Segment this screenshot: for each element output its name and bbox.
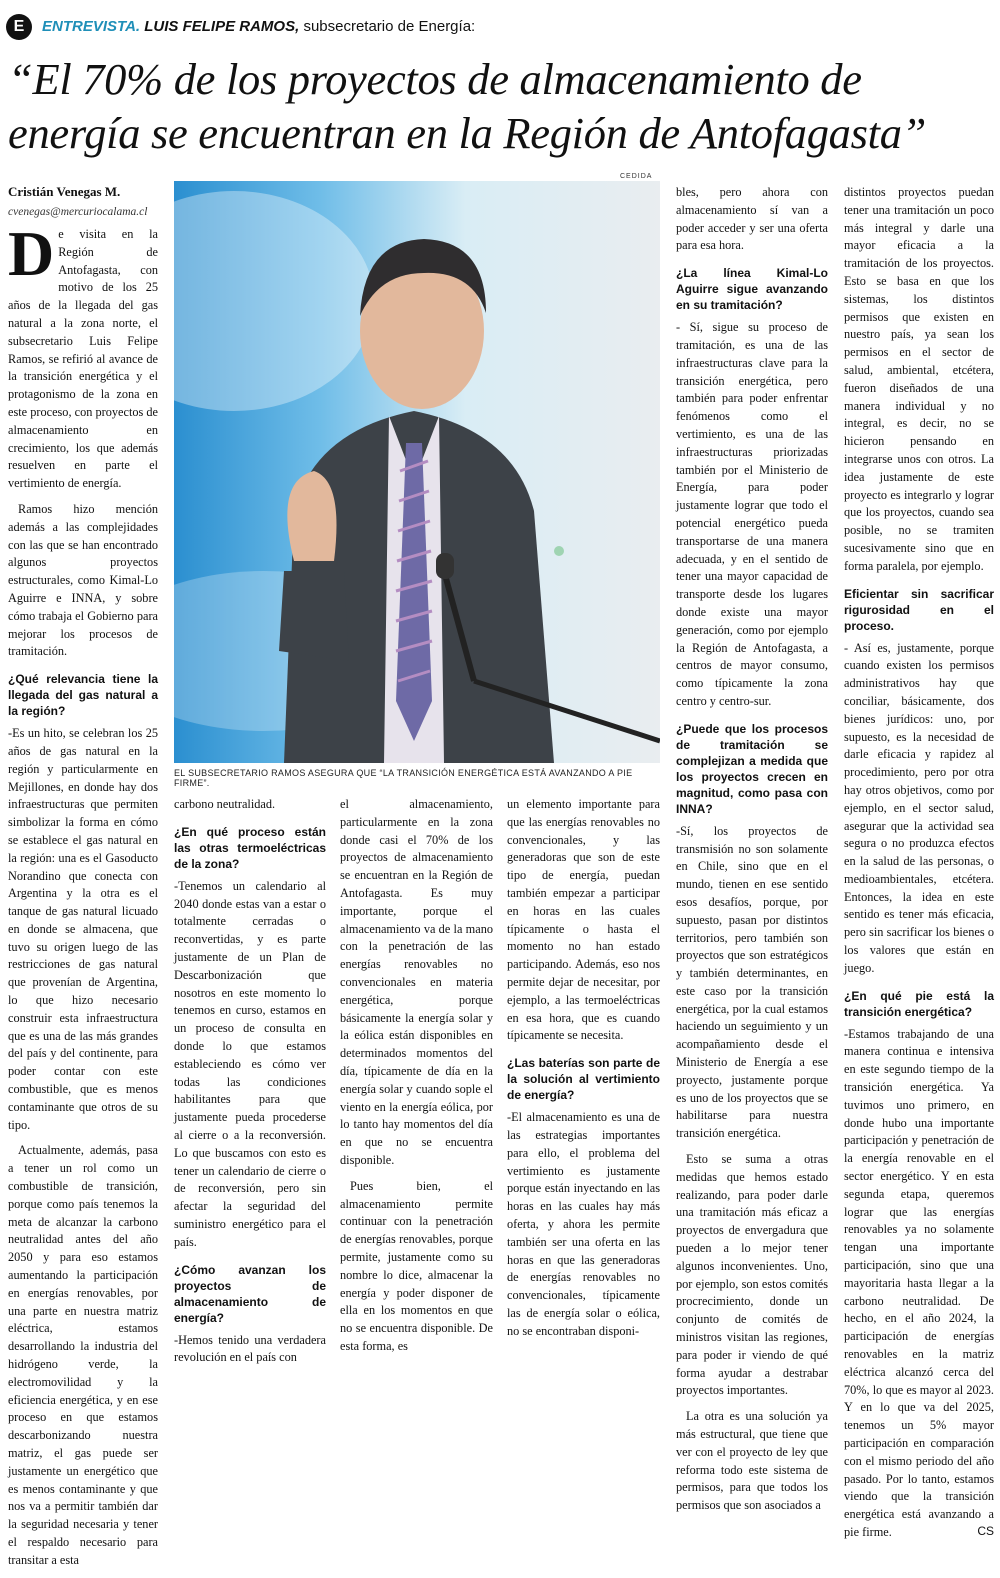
answer: - Sí, sigue su proceso de tramitación, es una de las infraestructuras clave para la transición energética, pero también para poder enfrentar fenómenos como el vertimiento, es una de las infraestructuras priorizadas también por el Ministerio de Energía, para poder justamente lograr que todo el potencial energético pueda transportarse de una manera adecuada, y en el sentido de tener una mayor capacidad de transporte desde los lugares donde existe una mayor generación, como por ejemplo la Región de Antofagasta, a centros de mayor consumo, como típicamente la zona centro y centro-sur. xyxy=(676,320,828,708)
headline-line-1: “El 70% de los proyectos de almacenamiento de xyxy=(8,54,862,104)
question: ¿En qué proceso están las otras termoeléctricas de la zona? xyxy=(174,824,326,871)
author-name: Cristián Venegas M. xyxy=(8,184,121,199)
question: ¿Cómo avanzan los proyectos de almacenamiento de energía? xyxy=(174,1262,326,1325)
kicker-role: subsecretario de Energía: xyxy=(303,18,476,35)
column-5 xyxy=(676,184,828,1523)
paragraph: carbono neutralidad. xyxy=(174,797,276,811)
photo-credit: CEDIDA xyxy=(620,173,653,180)
paragraph: Ramos hizo mención además a las complejidades con las que se han encontrado algunos proyectos estructurales, como Kimal-Lo Aguirre e INNA, y sobre cómo trabaja el Gobierno para mejorar los procesos de tramitación. xyxy=(8,501,158,659)
paragraph: Actualmente, además, pasa a tener un rol como un combustible de transición, porque como país tenemos la meta de alcanzar la carbono neutralidad antes del año 2050 y para eso estamos aumentando la participación en energías renovables, por una parte en nuestra matriz eléctrica, estamos desarrollando la industria del hidrógeno verde, la electromovilidad y la eficiencia energética, y en ese proceso en que estamos descarbonizando nuestra matriz, el gas puede ser justamente un energético que es menos contaminante y que nos va a permitir también dar la seguridad necesaria y tener el respaldo necesario para transitar a esta xyxy=(8,1143,158,1567)
column-6 xyxy=(844,184,994,1550)
subsecretary-photo xyxy=(174,181,660,763)
kicker-section: ENTREVISTA. xyxy=(42,18,141,35)
question: ¿La línea Kimal-Lo Aguirre sigue avanzando en su tramitación? xyxy=(676,266,828,313)
answer: -Tenemos un calendario al 2040 donde estas van a estar o totalmente cerradas o reconvertidas, y es parte justamente de un Plan de Descarbonización que nosotros en este momento lo tenemos en curso, estamos en un proceso de consulta en donde lo que estamos estableciendo es cómo ver todas las condiciones habilitantes para que justamente pueda procederse al cierre o a la reconversión. Lo que buscamos con esto es tener un calendario de cierre o de reconversión, pero sin afectar la seguridad del suministro energético para el país. xyxy=(174,878,326,1249)
kicker-name: LUIS FELIPE RAMOS, xyxy=(144,18,300,35)
author-email: cvenegas@mercuriocalama.cl xyxy=(8,206,148,218)
headline-line-2: energía se encuentran en la Región de Antofagasta” xyxy=(8,108,927,158)
paragraph: el almacenamiento, particularmente en la zona donde casi el 70% de los proyectos de almacenamiento se encuentran en la Región de Antofagasta. Es muy importante, porque el almacenamiento va de la mano con la penetración de las energías renovables no convencionales en materia energética, porque básicamente la energía solar y la eólica están disponibles en determinados momentos del día, típicamente de día en la energía solar y cuando sople el viento en la energía eólica, por lo tanto hay momentos del día en que no se encuentra disponible. xyxy=(340,797,493,1167)
section-badge: E xyxy=(6,14,32,40)
answer-text: -Estamos trabajando de una manera continua e intensiva en este segundo tiempo de la transición energética. Ya tuvimos uno primero, en donde hubo una importante participación y penetración de la energía renovable en el sector energético. Y en esta segunda etapa, queremos lograr que las energías renovables ya no solamente tengan una importante participación, sino que una mayoritaria hasta llegar a la carbono neutralidad. De hecho, en el año 2024, la participación de energías renovables en la matriz eléctrica alcanzó cerca del 70%, lo que es mayor al 2023. Y en lo que va del 2025, tenemos un 5% mayor participación en comparación con el mismo periodo del año pasado. Por lo tanto, estamos viendo que la transición energética está avanzando a pie firme. xyxy=(844,1026,994,1539)
paragraph: Pues bien, el almacenamiento permite continuar con la penetración de energías renovables, porque permite, justamente como su nombre lo dice, almacenar la energía y poder disponer de ella en los momentos en que no se encuentra disponible. De esta forma, es xyxy=(340,1178,493,1353)
end-mark: CS xyxy=(977,1523,994,1538)
kicker xyxy=(42,18,475,35)
headline xyxy=(8,52,998,160)
question: Eficientar sin sacrificar rigurosidad en el proceso. xyxy=(844,586,994,633)
column-1 xyxy=(8,218,158,1578)
question: ¿En qué pie está la transición energética? xyxy=(844,988,994,1019)
photo-illustration xyxy=(174,181,660,763)
question: ¿Las baterías son parte de la solución al vertimiento de energía? xyxy=(507,1056,660,1103)
question: ¿Puede que los procesos de tramitación se complejizan a medida que los proyectos crecen en magnitud, como pasa con INNA? xyxy=(676,721,828,816)
paragraph: un elemento importante para que las energías renovables no convencionales, y las generadoras que son de este tipo de energía, puedan también empezar a participar en horas en las cuales típicamente o hasta el momento no han estado participando. Además, eso nos permite dejar de necesitar, por ejemplo, a las termoeléctricas en esa hora, que es cuando típicamente se necesita. xyxy=(507,797,660,1043)
lead-text: e visita en la Región de Antofagasta, con motivo de los 25 años de la llegada del gas natural a la zona norte, el subsecretario Luis Felipe Ramos, se refirió al avance de la transición energética y el protagonismo de la zona en este proceso, con proyectos de almacenamiento en crecimiento, los que además resuelven en parte el vertimiento de energía. xyxy=(8,227,158,491)
column-2 xyxy=(174,796,326,1375)
dropcap: D xyxy=(8,218,55,289)
answer: -Sí, los proyectos de transmisión no son solamente en Chile, sino que en el mundo, tienen en ese sentido esos desafíos, porque, por supuesto, pasan por distintos territorios, pero también son proyectos que son estratégicos y también determinantes, en este caso por la transición energética, por la cual estamos haciendo un seguimiento y un acompañamiento desde el Ministerio de Energía a ese proyecto, justamente porque es uno de los proyectos que se habilitarse para nuestra transición energética. xyxy=(676,823,828,1141)
column-3 xyxy=(340,796,493,1364)
column-4 xyxy=(507,796,660,1349)
paragraph: Esto se suma a otras medidas que hemos estado realizando, para poder darle una tramitación más eficaz a proyectos de envergadura que pueden a lo mejor tener algunos inconvenientes. Uno, por ejemplo, son estos comités procrecimiento, donde un conjunto de comités de ministros visitan las regiones, para poder ir viendo de qué forma ayudar a destrabar proyectos importantes. xyxy=(676,1152,828,1398)
lead-paragraph xyxy=(8,218,158,493)
answer xyxy=(844,1026,994,1542)
paragraph: distintos proyectos puedan tener una tramitación un poco más integral y darle una mayor eficacia a la tramitación de los proyectos. Esto se basa en que los sistemas, los distintos permisos que existen en nuestro país, ya sean los permisos en el sector de salud, ambiental, etcétera, fueron diseñados de una manera individual y no integral, es decir, no se hicieron pensando en integrarse unos con otros. La idea justamente de este proyecto es integrarlo y lograr que los proyectos, cuando sea posible, no se tramiten sucesivamente sino que en forma paralela, por ejemplo. xyxy=(844,185,994,573)
answer: -Hemos tenido una verdadera revolución en el país con xyxy=(174,1332,326,1365)
photo-caption: EL SUBSECRETARIO RAMOS ASEGURA QUE “LA TRANSICIÓN ENERGÉTICA ESTÁ AVANZANDO A PIE FIRME”. xyxy=(174,768,633,788)
answer: - Así es, justamente, porque cuando existen los permisos administrativos hay que conciliar, básicamente, dos bienes jurídicos: uno, por supuesto, es la necesidad de darle eficacia y rapidez al procedimiento, pero por otra hay otros objetivos, como por ejemplo, en el sector salud, asegurar que la actividad sea segura o no produzca efectos en la salud de las personas, o medioambientales, etcétera. Entonces, la idea en este sentido es tener más eficacia, pero sin sacrificar los bienes o los valores que están en juego. xyxy=(844,640,994,975)
answer: -El almacenamiento es una de las estrategias importantes para ello, el problema del vertimiento es justamente porque están inyectando en las horas en las cuales hay más oferta, y ahora les permite también ser una oferta en las horas en que las generadoras de energías renovables no convencionales, típicamente las de energía solar o eólica, no se encontraban disponi- xyxy=(507,1110,660,1338)
paragraph: bles, pero ahora con almacenamiento sí van a poder acceder y ser una oferta para esa hora. xyxy=(676,185,828,253)
answer: -Es un hito, se celebran los 25 años de gas natural en la región y particularmente en Mejillones, en donde hay dos infraestructuras que permiten simbolizar la forma en cómo se establece el gas natural en la región: una es el Gasoducto Norandino que conecta con Argentina y la otra es el tanque de gas natural licuado en donde se almacena, que tuvo su origen luego de las restricciones de gas natural que provenían de Argentina, lo que hizo necesario construir esta infraestructura que es una de las más grandes del país y del continente, para poder contar con este combustible, que es menos contaminante que otros de su tipo. xyxy=(8,726,158,1132)
question: ¿Qué relevancia tiene la llegada del gas natural a la región? xyxy=(8,672,158,719)
paragraph: La otra es una solución ya más estructural, que tiene que ver con el proyecto de ley que reforma todo este sistema de permisos, para que todos los permisos que son asociados a xyxy=(676,1409,828,1513)
byline xyxy=(8,184,147,218)
